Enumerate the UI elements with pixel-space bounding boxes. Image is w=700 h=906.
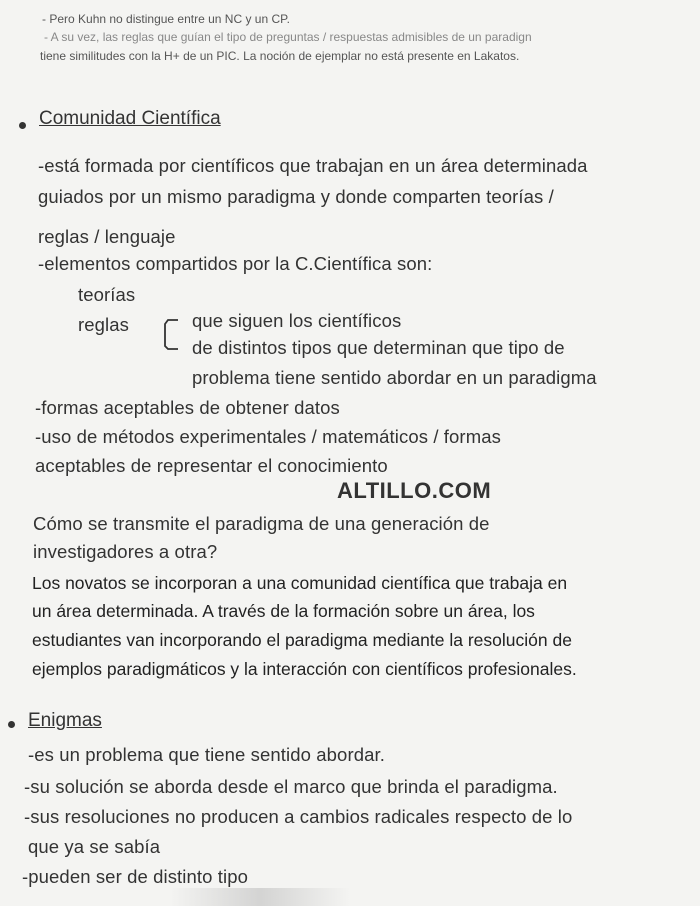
answer-line: un área determinada. A través de la formación sobre un área, los: [32, 601, 535, 621]
text-line: reglas / lenguaje: [38, 226, 176, 247]
question-line: Cómo se transmite el paradigma de una generación de: [33, 513, 490, 534]
text-line: -es un problema que tiene sentido abordar.: [28, 744, 385, 765]
text-line: -elementos compartidos por la C.Científica son:: [38, 253, 433, 274]
bracket-icon: [162, 316, 180, 352]
text-line: -formas aceptables de obtener datos: [35, 397, 340, 418]
text-line: -sus resoluciones no producen a cambios radicales respecto de lo: [24, 806, 573, 827]
section-title-comunidad: Comunidad Científica: [39, 108, 221, 129]
bullet-icon: [19, 122, 26, 129]
answer-line: Los novatos se incorporan a una comunidad científica que trabaja en: [32, 573, 568, 593]
reglas-sub-line: que siguen los científicos: [192, 310, 402, 331]
text-line: -está formada por científicos que trabajan en un área determinada: [38, 155, 588, 176]
section-title-enigmas: Enigmas: [28, 710, 102, 731]
reglas-sub-line: de distintos tipos que determinan que tipo de: [192, 337, 565, 358]
answer-line: estudiantes van incorporando el paradigma mediante la resolución de: [32, 630, 572, 650]
reglas-sub-line: problema tiene sentido abordar en un paradigma: [192, 367, 597, 388]
item-teorias: teorías: [78, 284, 136, 305]
text-line: -pueden ser de distinto tipo: [22, 866, 248, 887]
text-line: -uso de métodos experimentales / matemáticos / formas: [35, 426, 501, 447]
text-line: que ya se sabía: [28, 836, 161, 857]
text-line: -su solución se aborda desde el marco que brinda el paradigma.: [24, 776, 558, 797]
bullet-icon: [8, 721, 15, 728]
scan-smudge: [170, 888, 350, 906]
note-line-1: - Pero Kuhn no distingue entre un NC y un CP.: [42, 12, 290, 26]
note-line-3: tiene similitudes con la H+ de un PIC. La noción de ejemplar no está presente en Lakatos.: [40, 49, 520, 63]
question-line: investigadores a otra?: [33, 541, 218, 562]
text-line: guiados por un mismo paradigma y donde comparten teorías /: [38, 186, 554, 207]
answer-line: ejemplos paradigmáticos y la interacción con científicos profesionales.: [32, 659, 577, 679]
item-reglas: reglas: [78, 314, 129, 335]
watermark: ALTILLO.COM: [337, 478, 492, 503]
text-line: aceptables de representar el conocimiento: [35, 455, 388, 476]
note-line-2: - A su vez, las reglas que guían el tipo de preguntas / respuestas admisibles de un paradign: [44, 30, 532, 44]
